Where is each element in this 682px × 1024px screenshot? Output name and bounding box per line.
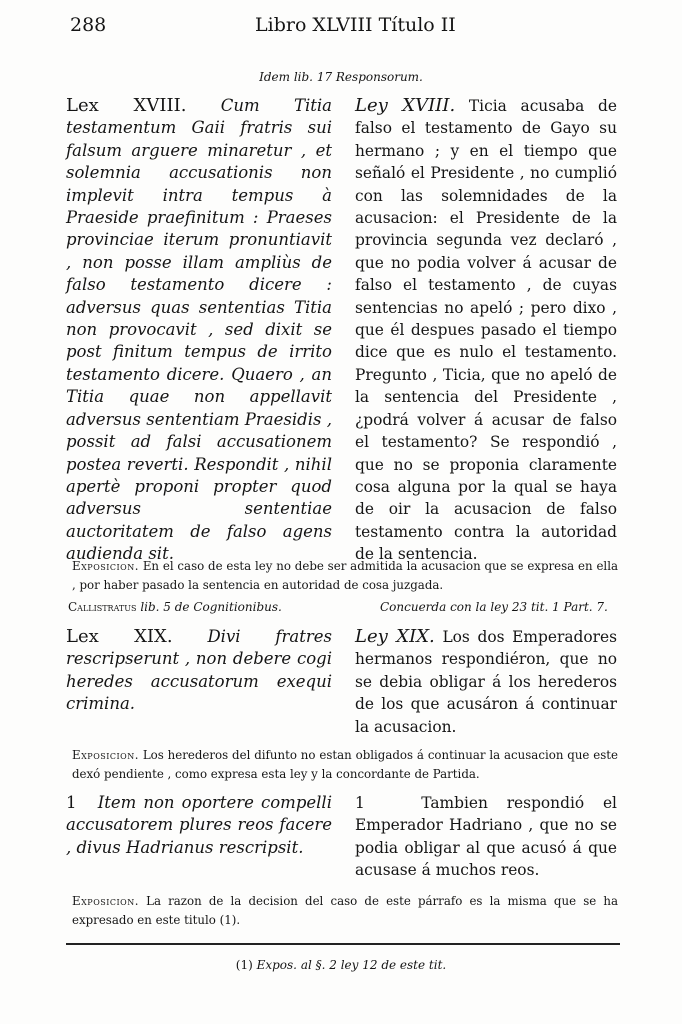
law-18-latin-text: Cum Titia testamentum Gaii fratris sui falsum arguere minaretur , et solemnia accusationis non implevit intra tempus à Praeside praefinitum : Praeses provinciae iterum pronuntiavit , non posse illam ampliùs de falso testamento dicere : adversus quas sententias Titia non provocavit , sed dixit se post finitum tempus de irrito testamento dicere. Quaero , an Titia quae non appellavit adversus sententiam Praesidis , possit ad falsi accusationem postea reverti. Respondit , nihil apertè proponi propter quod adversus sententiae auctoritatem de falso agens audienda sit. bbox=[66, 96, 332, 564]
paragraph-1-spanish bbox=[355, 792, 617, 882]
exposicion-3-text: La razon de la decision del caso de este párrafo es la misma que se ha expresado en este titulo (1). bbox=[72, 894, 618, 927]
footnote bbox=[0, 958, 682, 972]
law-19-spanish bbox=[355, 626, 617, 738]
exposicion-3 bbox=[72, 892, 618, 930]
concordance-citation: Concuerda con la ley 23 tit. 1 Part. 7. bbox=[380, 600, 608, 614]
exposicion-1 bbox=[72, 557, 618, 595]
law-19-spanish-heading: Ley XIX. bbox=[355, 626, 435, 647]
law-19-latin-heading: Lex XIX. bbox=[66, 626, 173, 647]
paragraph-1-latin-text: Item non oportere compelli accusatorem plures reos facere , divus Hadrianus rescripsit. bbox=[66, 793, 332, 857]
law-18-spanish-text: Ticia acusaba de falso el testamento de Gayo su hermano ; y en el tiempo que señaló el Presidente , no cumplió con las solemnidades de la acusacion: el Presidente de la provincia segunda vez declaró , que no podia volver á acusar de falso el testamento , de cuyas sentencias no apeló ; pero dixo , que él despues pasado el tiempo dice que es nulo el testamento. Pregunto , Ticia, que no apeló de la sentencia del Presidente , ¿podrá volver á acusar de falso el testamento? Se respondió , que no se proponia claramente cosa alguna por la qual se haya de oir la acusacion de falso testamento contra la autoridad de la sentencia. bbox=[355, 97, 617, 564]
footnote-text: Expos. al §. 2 ley 12 de este tit. bbox=[256, 958, 447, 972]
law-19-latin-text: Divi fratres rescripserunt , non debere cogi heredes accusatorum exequi crimina. bbox=[66, 627, 332, 714]
footnote-rule bbox=[66, 943, 620, 945]
source-work: lib. 5 de Cognitionibus. bbox=[140, 600, 282, 614]
paragraph-1-latin-number: 1 bbox=[66, 793, 77, 812]
exposicion-2-label: Exposicion. bbox=[72, 748, 139, 762]
source-citation: Idem lib. 17 Responsorum. bbox=[259, 70, 423, 84]
law-18-spanish bbox=[355, 95, 617, 566]
running-title: Libro XLVIII Título II bbox=[255, 14, 456, 36]
exposicion-1-text: En el caso de esta ley no debe ser admitida la acusacion que se expresa en ella , por haber pasado la sentencia en autoridad de cosa juzgada. bbox=[72, 559, 619, 592]
source-author: Callistratus bbox=[68, 600, 137, 614]
law-18-latin bbox=[66, 95, 332, 566]
exposicion-1-label: Exposicion. bbox=[72, 559, 139, 573]
exposicion-2-text: Los herederos del difunto no estan obligados á continuar la acusacion que este dexó pendiente , como expresa esta ley y la concordante de Partida. bbox=[72, 748, 618, 781]
exposicion-3-label: Exposicion. bbox=[72, 894, 139, 908]
law-19-spanish-text: Los dos Emperadores hermanos respondiéron, que no se debia obligar á los herederos de los que acusáron á continuar la acusacion. bbox=[355, 628, 617, 736]
paragraph-1-spanish-text: Tambien respondió el Emperador Hadriano , que no se podia obligar al que acusó á que acusase á muchos reos. bbox=[355, 794, 617, 880]
law-19-latin bbox=[66, 626, 332, 716]
law-18-spanish-heading: Ley XVIII. bbox=[355, 95, 456, 116]
source-citation-left bbox=[68, 600, 282, 614]
page-number: 288 bbox=[70, 14, 107, 36]
paragraph-1-spanish-number: 1 bbox=[355, 794, 365, 812]
law-18-latin-heading: Lex XVIII. bbox=[66, 95, 187, 116]
paragraph-1-latin bbox=[66, 792, 332, 859]
footnote-mark: (1) bbox=[235, 958, 253, 972]
exposicion-2 bbox=[72, 746, 618, 784]
